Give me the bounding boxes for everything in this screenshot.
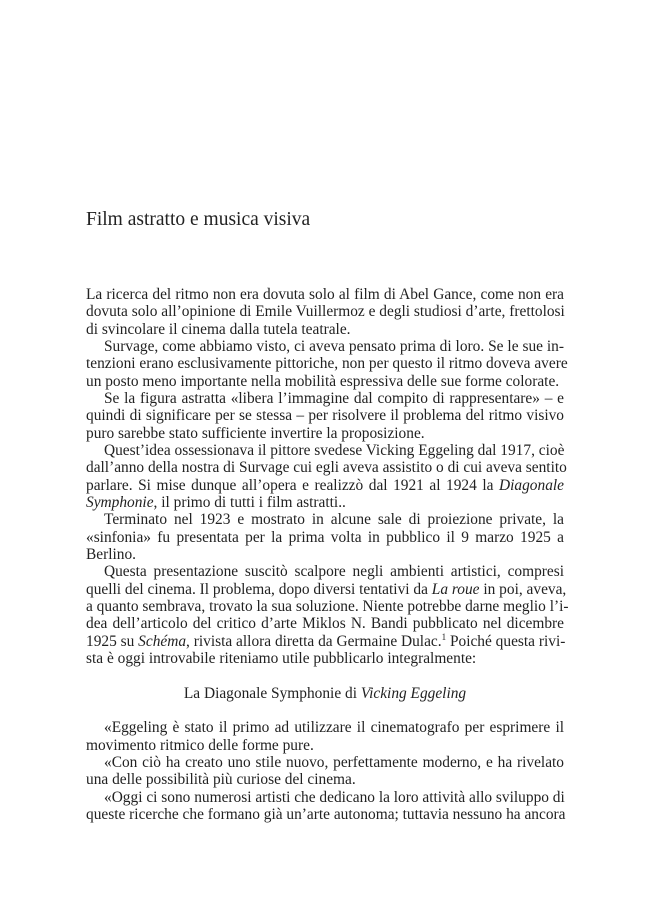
section-heading [86,685,564,702]
text-segment: queste ricerche che formano già un’arte autonoma; tuttavia nessuno ha ancora [86,805,566,823]
text-line [86,321,564,338]
text-segment: , il primo di tutti i film astratti.. [153,493,346,511]
text-line [86,737,564,754]
text-line [86,494,564,511]
text-segment: a quanto sembrava, trovato la sua soluzione. Niente potrebbe darne meglio l’i- [86,597,569,615]
text-line [86,390,564,407]
text-line [86,286,564,303]
text-segment: parlare. Si mise dunque all’opera e realizzò dal 1921 al 1924 la [86,476,500,494]
italic-text: La roue [431,580,480,598]
text-segment: Survage, come abbiamo visto, ci aveva pensato prima di loro. Se le sue in- [104,337,564,355]
text-line [86,373,564,390]
text-segment: in poi, aveva, [479,580,567,598]
text-segment: un posto meno importante nella mobilità espressiva delle sue forme colorate. [86,372,560,390]
italic-text: Vicking Eggeling [360,684,467,702]
italic-text: Schéma [138,632,187,650]
text-segment: dovuta solo all’opinione di Emile Vuillermoz e degli studiosi d’arte, frettolosi [86,303,565,321]
text-line [86,650,564,667]
text-segment: «sinfonia» fu presentata per la prima volta in pubblico il 9 marzo 1925 a [86,528,564,546]
text-line [86,615,564,632]
text-segment: Quest’idea ossessionava il pittore svedese Vicking Eggeling dal 1917, cioè [104,441,565,459]
footnote-marker: 1 [441,631,447,642]
text-segment: di svincolare il cinema dalla tutela teatrale. [86,320,351,338]
blank-line [86,702,564,719]
text-segment: quelli del cinema. Il problema, dopo diversi tentativi da [86,580,432,598]
text-line [86,511,564,528]
text-line [86,338,564,355]
italic-text: Symphonie [86,493,154,511]
text-segment: Berlino. [86,545,137,563]
text-line [86,425,564,442]
text-line [86,355,568,373]
text-line [86,789,564,806]
text-segment: Poiché questa rivi- [446,632,566,650]
text-line [86,771,564,788]
text-line [86,563,564,580]
text-segment: tenzioni erano esclusivamente pittoriche, non per questo il ritmo doveva avere [86,355,568,373]
text-segment: 1925 su [86,632,139,650]
text-line [86,580,567,598]
italic-text: Diagonale [499,476,564,494]
text-segment: dall’anno della nostra di Survage cui egli aveva assistito o di cui aveva sentito [86,459,567,477]
text-segment: una delle possibilità più curiose del cinema. [86,771,356,789]
text-line [86,806,564,823]
text-segment: Terminato nel 1923 e mostrato in alcune sale di proiezione private, la [104,511,564,529]
text-segment: Questa presentazione suscitò scalpore negli ambienti artistici, compresi [104,563,564,581]
text-line [86,459,567,477]
text-line [86,442,564,459]
text-segment: , rivista allora diretta da Germaine Dulac. [186,632,442,650]
text-segment: «Eggeling è stato il primo ad utilizzare il cinematografo per esprimere il [104,719,564,737]
text-line [86,407,564,424]
chapter-title: Film astratto e musica visiva [86,209,311,230]
text-line [86,529,564,546]
text-line [86,719,564,736]
text-segment: puro sarebbe stato sufficiente invertire la proposizione. [86,424,425,442]
text-segment: La ricerca del ritmo non era dovuta solo al film di Abel Gance, come non era [86,286,564,303]
text-line [86,546,564,563]
text-line [86,597,569,615]
text-segment: dea dell’articolo del critico d’arte Miklos N. Bandi pubblicato nel dicembre [86,615,564,633]
body-text [86,286,569,823]
text-segment: «Oggi ci sono numerosi artisti che dedicano la loro attività allo sviluppo di [104,788,565,806]
text-segment: Se la figura astratta «libera l’immagine dal compito di rappresentare» – e [104,389,564,407]
blank-line [86,667,564,684]
text-line [86,754,564,771]
text-line [86,633,564,650]
text-segment: La Diagonale Symphonie di [183,684,361,702]
text-line [86,303,564,320]
text-segment: sta è oggi introvabile riteniamo utile pubblicarlo integralmente: [86,649,477,667]
text-segment: «Con ciò ha creato uno stile nuovo, perfettamente moderno, e ha rivelato [104,753,564,771]
text-segment: movimento ritmico delle forme pure. [86,736,314,754]
text-segment: quindi di significare per se stessa – per risolvere il problema del ritmo visivo [86,407,564,425]
text-line [86,477,564,494]
